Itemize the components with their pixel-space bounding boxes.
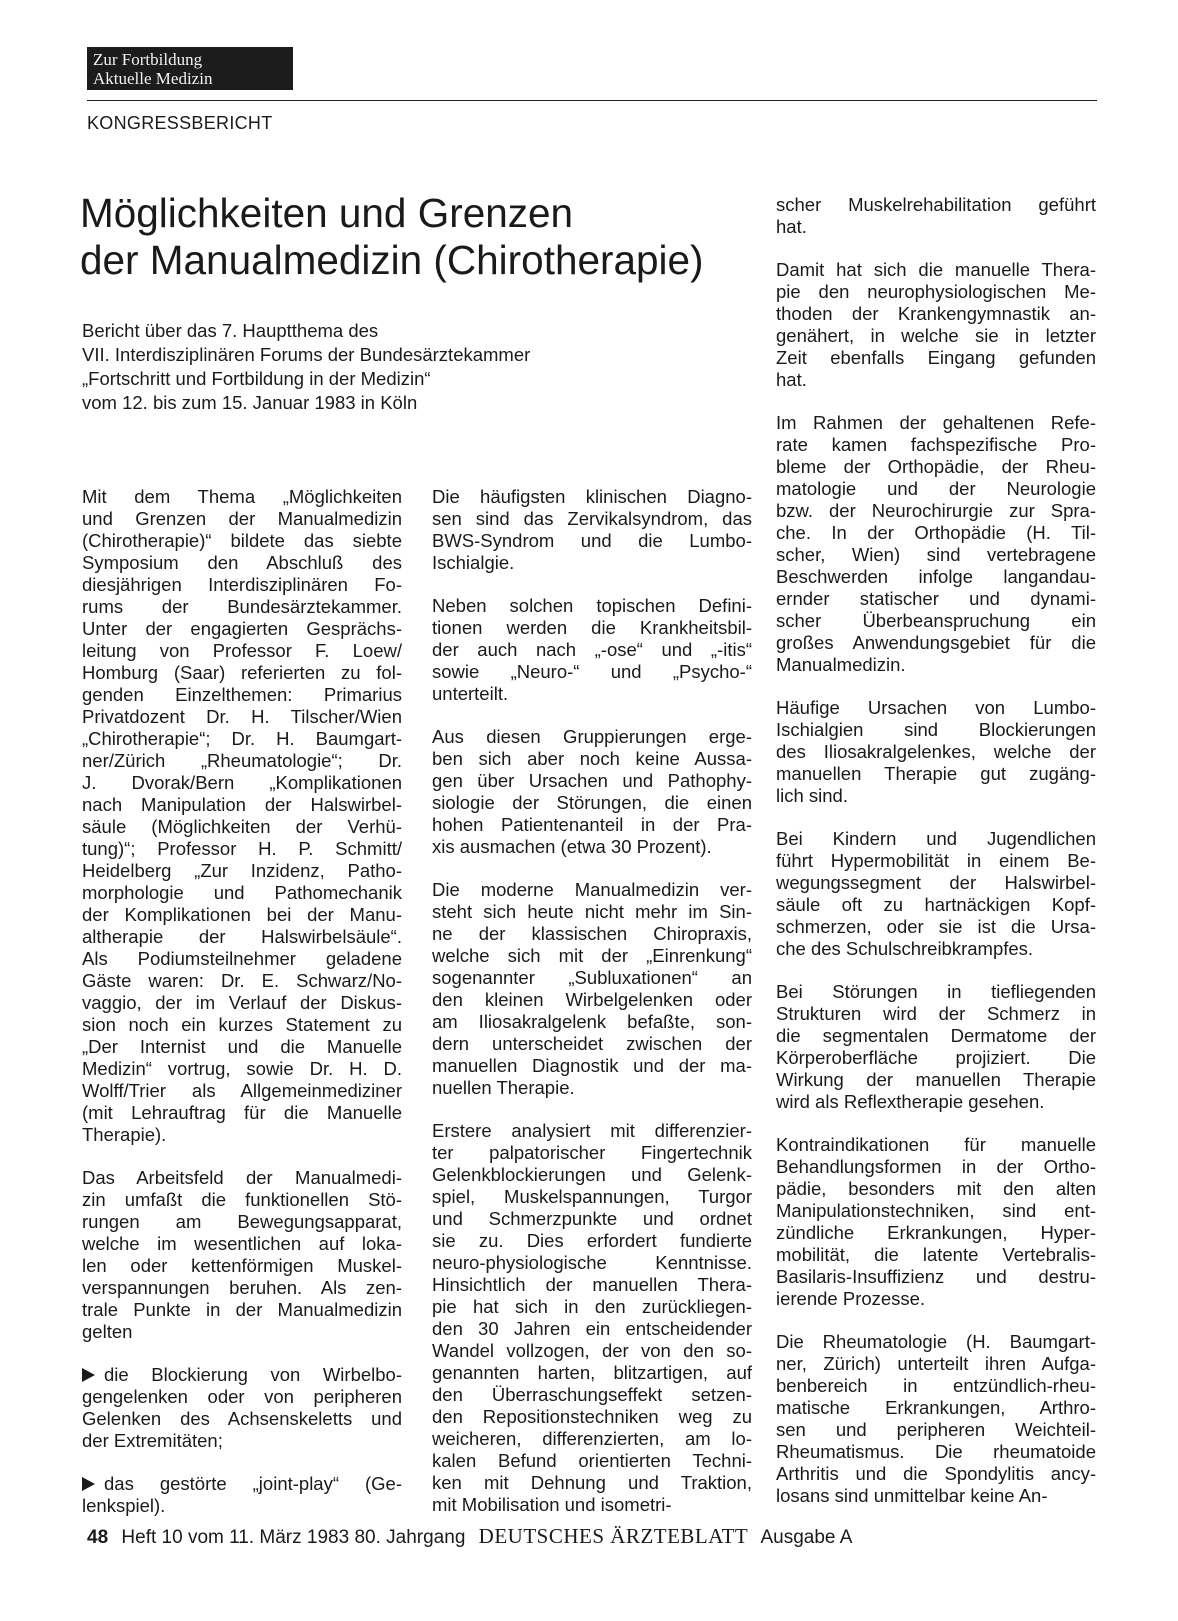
text-line: kalen Befund orientierten Techni- [432, 1450, 752, 1471]
rubric-line-1: Zur Fortbildung [93, 50, 203, 69]
text-line: altherapie der Halswirbelsäule“. [82, 926, 402, 947]
text-line: ernder statischer und dynami- [776, 588, 1096, 609]
title-line-1: Möglichkeiten und Grenzen [80, 190, 574, 236]
text-line: Neben solchen topischen Defini- [432, 595, 752, 616]
text-line: manuellen Diagnostik und der ma- [432, 1055, 752, 1076]
paragraph [82, 1473, 402, 1517]
text-line: dern unterscheidet zwischen der [432, 1033, 752, 1054]
text-line: den 30 Jahren ein entscheidender [432, 1318, 752, 1339]
text-line: gen über Ursachen und Pathophy- [432, 770, 752, 791]
text-line: Bei Störungen in tiefliegenden [776, 981, 1096, 1002]
text-line: die segmentalen Dermatome der [776, 1025, 1096, 1046]
subtitle-line-3: „Fortschritt und Fortbildung in der Medizin“ [82, 368, 431, 389]
text-line: Medizin“ vortrug, sowie Dr. H. D. [82, 1058, 402, 1079]
text-line: neuro-physiologische Kenntnisse. [432, 1252, 752, 1273]
text-line: trale Punkte in der Manualmedizin [82, 1299, 402, 1320]
text-line: Hinsichtlich der manuellen Thera- [432, 1274, 752, 1295]
text-line: steht sich heute nicht mehr im Sin- [432, 901, 752, 922]
text-line: Bei Kindern und Jugendlichen [776, 828, 1096, 849]
text-line: „Chirotherapie“; Dr. H. Baumgart- [82, 728, 402, 749]
paragraph [82, 1167, 402, 1343]
text-line: Homburg (Saar) referierten zu fol- [82, 662, 402, 683]
column-1 [82, 486, 402, 1538]
subtitle-line-4: vom 12. bis zum 15. Januar 1983 in Köln [82, 392, 418, 413]
text-line: Wirkung der manuellen Therapie [776, 1069, 1096, 1090]
text-line: Mit dem Thema „Möglichkeiten [82, 486, 402, 507]
paragraph [432, 595, 752, 705]
text-line: Manipulationstechniken, sind ent- [776, 1200, 1096, 1221]
rubric-line-2: Aktuelle Medizin [93, 69, 213, 88]
column-3 [776, 194, 1096, 1528]
text-line: leitung von Professor F. Loew/ [82, 640, 402, 661]
paragraph [82, 1364, 402, 1452]
text-line: Arthritis und die Spondylitis ancy- [776, 1463, 1096, 1484]
text-line: (mit Lehrauftrag für die Manuelle [82, 1102, 402, 1123]
paragraph [776, 1134, 1096, 1310]
text-line: genähert, in welche sie in letzter [776, 325, 1096, 346]
text-line: und Schmerzpunkte und ordnet [432, 1208, 752, 1229]
text-line: sen und peripheren Weichteil- [776, 1419, 1096, 1440]
text-line: Unter der engagierten Gesprächs- [82, 618, 402, 639]
text-line: und Grenzen der Manualmedizin [82, 508, 402, 529]
text-line: Körperoberfläche projiziert. Die [776, 1047, 1096, 1068]
paragraph [776, 828, 1096, 960]
subtitle-line-2: VII. Interdisziplinären Forums der Bundesärztekammer [82, 344, 531, 365]
text-line: Behandlungsformen in der Ortho- [776, 1156, 1096, 1177]
text-line: sion noch ein kurzes Statement zu [82, 1014, 402, 1035]
text-line [82, 1364, 402, 1386]
bullet-text: die Blockierung von Wirbelbo- [104, 1364, 402, 1385]
text-line: (Chirotherapie)“ bildete das siebte [82, 530, 402, 551]
text-line: scher Überbeanspruchung ein [776, 610, 1096, 631]
text-line: siologie der Störungen, die einen [432, 792, 752, 813]
text-line: benbereich in entzündlich-rheu- [776, 1375, 1096, 1396]
text-line: sen sind das Zervikalsyndrom, das [432, 508, 752, 529]
bullet-text: das gestörte „joint-play“ (Ge- [104, 1473, 402, 1494]
text-line: wird als Reflextherapie gesehen. [776, 1091, 1045, 1112]
header-rule [87, 100, 1097, 101]
text-line: ben sich aber noch keine Aussa- [432, 748, 752, 769]
text-line: der Komplikationen bei der Manu- [82, 904, 402, 925]
text-line: losans sind unmittelbar keine An- [776, 1485, 1048, 1506]
column-2 [432, 486, 752, 1537]
paragraph [432, 486, 752, 574]
text-line: den Repositionstechniken weg zu [432, 1406, 752, 1427]
text-line: gengelenken oder von peripheren [82, 1386, 402, 1407]
text-line: BWS-Syndrom und die Lumbo- [432, 530, 752, 551]
edition: Ausgabe A [760, 1527, 853, 1548]
text-line: ner/Zürich „Rheumatologie“; Dr. [82, 750, 402, 771]
text-line: wegungssegment der Halswirbel- [776, 872, 1096, 893]
text-line: mobilität, die latente Vertebralis- [776, 1244, 1096, 1265]
text-line: Wolff/Trier als Allgemeinmediziner [82, 1080, 402, 1101]
text-line: pie hat sich in den zurückliegen- [432, 1296, 752, 1317]
text-line: großes Anwendungsgebiet für die [776, 632, 1096, 653]
rubric-badge [87, 47, 293, 90]
text-line: schmerzen, oder sie ist die Ursa- [776, 916, 1096, 937]
text-line: Gäste waren: Dr. E. Schwarz/No- [82, 970, 402, 991]
section-label: KONGRESSBERICHT [87, 113, 273, 133]
text-line: ter palpatorischer Fingertechnik [432, 1142, 752, 1163]
text-line: Gelenkblockierungen und Gelenk- [432, 1164, 752, 1185]
text-line: ierende Prozesse. [776, 1288, 926, 1309]
text-line: Rheumatismus. Die rheumatoide [776, 1441, 1096, 1462]
text-line: thoden der Krankengymnastik an- [776, 303, 1096, 324]
text-line: pie den neurophysiologischen Me- [776, 281, 1096, 302]
text-line: zin umfaßt die funktionellen Stö- [82, 1189, 402, 1210]
text-line: unterteilt. [432, 683, 509, 704]
text-line: Privatdozent Dr. H. Tilscher/Wien [82, 706, 402, 727]
text-line: Erstere analysiert mit differenzier- [432, 1120, 752, 1141]
text-line: manuellen Therapie gut zugäng- [776, 763, 1096, 784]
text-line: des Iliosakralgelenkes, welche der [776, 741, 1096, 762]
text-line: Im Rahmen der gehaltenen Refe- [776, 412, 1096, 433]
text-line: säule oft zu hartnäckigen Kopf- [776, 894, 1096, 915]
text-line: Symposium den Abschluß des [82, 552, 402, 573]
text-line: Das Arbeitsfeld der Manualmedi- [82, 1167, 402, 1188]
text-line: genannten harten, blitzartigen, auf [432, 1362, 752, 1383]
text-line: Ischialgien sind Blockierungen [776, 719, 1096, 740]
paragraph [776, 194, 1096, 238]
paragraph [776, 412, 1096, 676]
text-line: scher Muskelrehabilitation geführt [776, 194, 1096, 215]
text-line: diesjährigen Interdisziplinären Fo- [82, 574, 402, 595]
text-line: Kontraindikationen für manuelle [776, 1134, 1096, 1155]
text-line: nuellen Therapie. [432, 1077, 575, 1098]
text-line: ner, Zürich) unterteilt ihren Aufga- [776, 1353, 1096, 1374]
text-line: vaggio, der im Verlauf der Diskus- [82, 992, 402, 1013]
subtitle-line-1: Bericht über das 7. Hauptthema des [82, 320, 379, 341]
title-line-2: der Manualmedizin (Chirotherapie) [80, 237, 704, 283]
text-line: der auch nach „-ose“ und „-itis“ [432, 639, 752, 660]
text-line: Basilaris-Insuffizienz und destru- [776, 1266, 1096, 1287]
text-line: morphologie und Pathomechanik [82, 882, 402, 903]
text-line: mit Mobilisation und isometri- [432, 1494, 672, 1515]
text-line: Häufige Ursachen von Lumbo- [776, 697, 1096, 718]
text-line: Als Podiumsteilnehmer geladene [82, 948, 402, 969]
issue-info: Heft 10 vom 11. März 1983 80. Jahrgang [121, 1527, 466, 1548]
text-line: lich sind. [776, 785, 848, 806]
paragraph [432, 1120, 752, 1516]
text-line: pädie, besonders mit den alten [776, 1178, 1096, 1199]
text-line: gelten [82, 1321, 133, 1342]
paragraph [776, 697, 1096, 807]
text-line: J. Dvorak/Bern „Komplikationen [82, 772, 402, 793]
text-line: Therapie). [82, 1124, 167, 1145]
text-line: welche sich mit der „Einrenkung“ [432, 945, 752, 966]
page-footer [87, 1524, 852, 1549]
text-line: den Überraschungseffekt setzen- [432, 1384, 752, 1405]
text-line: verspannungen beruhen. Als zen- [82, 1277, 402, 1298]
text-line: Die moderne Manualmedizin ver- [432, 879, 752, 900]
text-line: führt Hypermobilität in einem Be- [776, 850, 1096, 871]
paragraph [82, 486, 402, 1146]
text-line: bleme der Orthopädie, der Rheu- [776, 456, 1096, 477]
text-line: matische Erkrankungen, Arthro- [776, 1397, 1096, 1418]
text-line: „Der Internist und die Manuelle [82, 1036, 402, 1057]
text-line: Beschwerden infolge langandau- [776, 566, 1096, 587]
text-line: rums der Bundesärztekammer. [82, 596, 402, 617]
article-subtitle [82, 319, 722, 415]
paragraph [432, 726, 752, 858]
text-line: säule (Möglichkeiten der Verhü- [82, 816, 402, 837]
paragraph [776, 1331, 1096, 1507]
text-line: matologie und der Neurologie [776, 478, 1096, 499]
text-line: sowie „Neuro-“ und „Psycho-“ [432, 661, 752, 682]
text-line: hohen Patientenanteil in der Pra- [432, 814, 752, 835]
text-line: spiel, Muskelspannungen, Turgor [432, 1186, 752, 1207]
text-line: Ischialgie. [432, 552, 515, 573]
text-line: ne der klassischen Chiropraxis, [432, 923, 752, 944]
text-line: am Iliosakralgelenk befaßte, son- [432, 1011, 752, 1032]
text-line: lenkspiel). [82, 1495, 166, 1516]
paragraph [776, 259, 1096, 391]
text-line: welche im wesentlichen auf loka- [82, 1233, 402, 1254]
text-line: zündliche Erkrankungen, Hyper- [776, 1222, 1096, 1243]
text-line: Strukturen wird der Schmerz in [776, 1003, 1096, 1024]
text-line: rate kamen fachspezifische Pro- [776, 434, 1096, 455]
paragraph [432, 879, 752, 1099]
text-line: den kleinen Wirbelgelenken oder [432, 989, 752, 1010]
text-line: che. In der Orthopädie (H. Til- [776, 522, 1096, 543]
text-line: genden Einzelthemen: Primarius [82, 684, 402, 705]
text-line: Damit hat sich die manuelle Thera- [776, 259, 1096, 280]
text-line: ken mit Dehnung und Traktion, [432, 1472, 752, 1493]
article-title [80, 190, 760, 284]
text-line: Die häufigsten klinischen Diagno- [432, 486, 752, 507]
text-line: hat. [776, 216, 807, 237]
text-line: len oder kettenförmigen Muskel- [82, 1255, 402, 1276]
text-line: Gelenken des Achsenskeletts und [82, 1408, 402, 1429]
text-line: rungen am Bewegungsapparat, [82, 1211, 402, 1232]
text-line: tung)“; Professor H. P. Schmitt/ [82, 838, 402, 859]
text-line: tionen werden die Krankheitsbil- [432, 617, 752, 638]
text-line: Manualmedizin. [776, 654, 906, 675]
text-line: der Extremitäten; [82, 1430, 223, 1451]
text-line: sie zu. Dies erfordert fundierte [432, 1230, 752, 1251]
text-line: sogenannter „Subluxationen“ an [432, 967, 752, 988]
text-line: bzw. der Neurochirurgie zur Spra- [776, 500, 1096, 521]
text-line: nach Manipulation der Halswirbel- [82, 794, 402, 815]
bullet-triangle-icon [82, 1368, 95, 1382]
text-line: Heidelberg „Zur Inzidenz, Patho- [82, 860, 402, 881]
text-line: che des Schulschreibkrampfes. [776, 938, 1034, 959]
text-line [82, 1473, 402, 1495]
text-line: scher, Wien) sind vertebragene [776, 544, 1096, 565]
page-number: 48 [87, 1527, 109, 1548]
text-line: hat. [776, 369, 807, 390]
bullet-triangle-icon [82, 1477, 95, 1491]
text-line: Die Rheumatologie (H. Baumgart- [776, 1331, 1096, 1352]
text-line: Aus diesen Gruppierungen erge- [432, 726, 752, 747]
paragraph [776, 981, 1096, 1113]
text-line: Zeit ebenfalls Eingang gefunden [776, 347, 1096, 368]
journal-name: DEUTSCHES ÄRZTEBLATT [478, 1524, 749, 1548]
text-line: xis ausmachen (etwa 30 Prozent). [432, 836, 712, 857]
text-line: Wandel vollzogen, der von den so- [432, 1340, 752, 1361]
text-line: weicheren, differenzierten, am lo- [432, 1428, 752, 1449]
